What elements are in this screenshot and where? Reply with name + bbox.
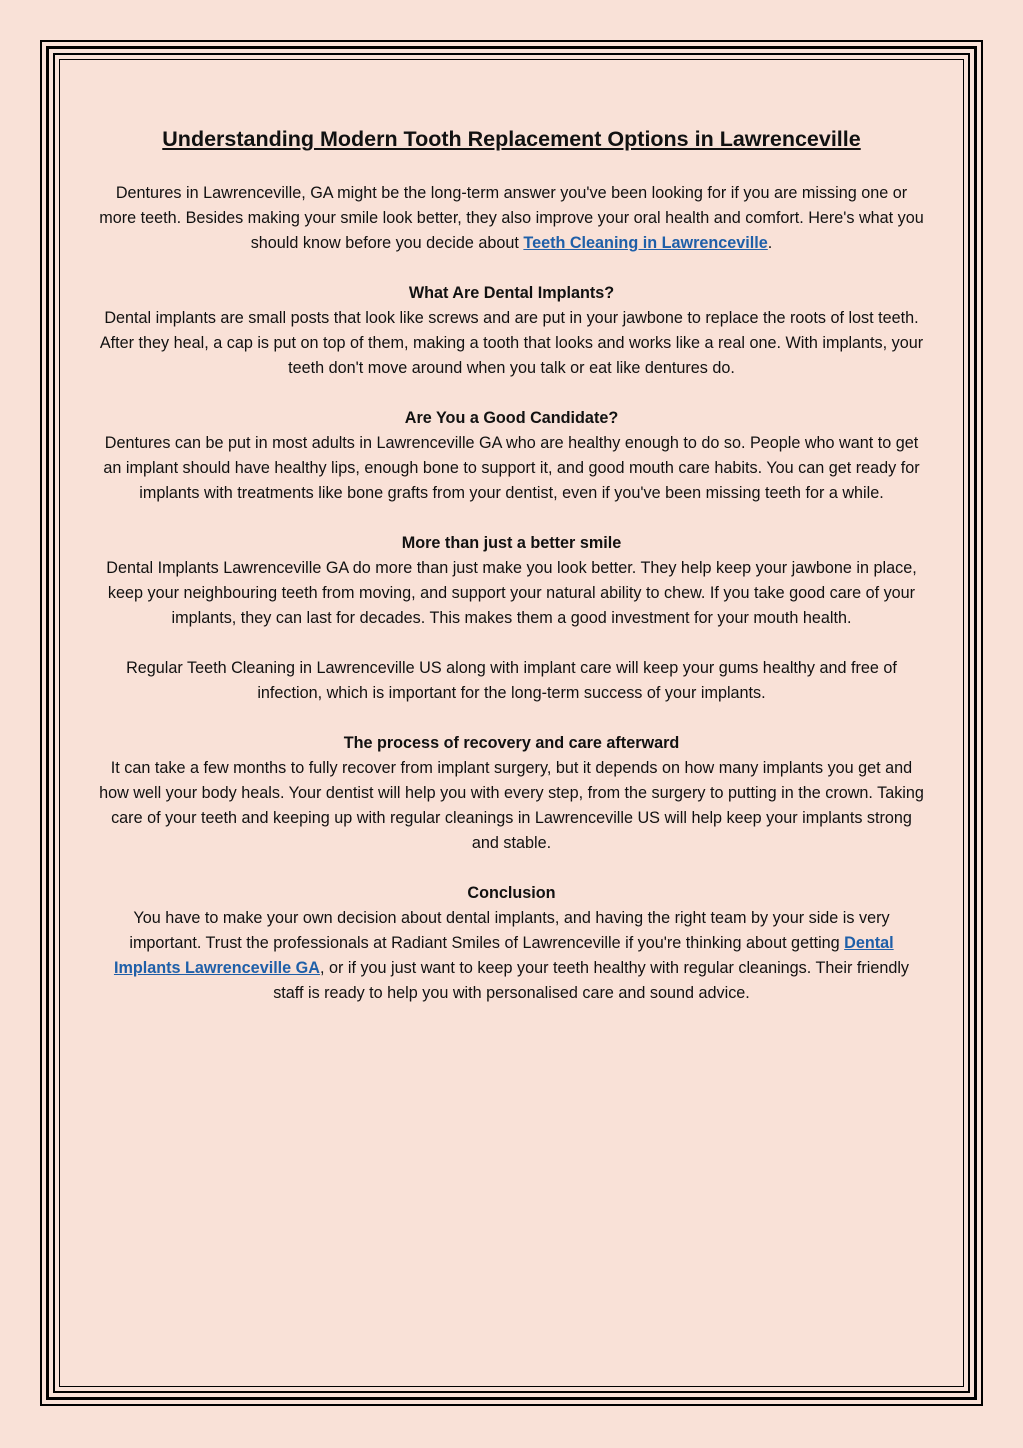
conclusion-body — [98, 906, 925, 1006]
section-heading: The process of recovery and care afterward — [343, 734, 680, 752]
intro-text-end: . — [767, 234, 773, 252]
teeth-cleaning-link[interactable]: Teeth Cleaning in Lawrenceville — [523, 234, 768, 252]
teeth-cleaning-paragraph: Regular Teeth Cleaning in Lawrenceville US along with implant care will keep your gums healthy and free of infection, which is important for the long-term success of your implants. — [126, 659, 897, 702]
document-content — [98, 124, 925, 1031]
intro-paragraph — [98, 181, 925, 256]
section-body: Dental Implants Lawrenceville GA do more than just make you look better. They help keep your jawbone in place, keep your neighbouring teeth from moving, and support your natural ability to chew. If you take good care of your implants, they can last for decades. This makes them a good investment for your mouth health. — [106, 559, 917, 627]
section-heading: Conclusion — [467, 884, 556, 902]
page-title: Understanding Modern Tooth Replacement Options in Lawrenceville — [162, 127, 861, 151]
section-dental-implants — [98, 281, 925, 381]
intro-text: Dentures in Lawrenceville, GA might be the long-term answer you've been looking for if you are missing one or more teeth. Besides making your smile look better, they also improve your oral health and comfort. Here's what you should know before you decide about — [99, 184, 924, 252]
section-body: Dental implants are small posts that look like screws and are put in your jawbone to replace the roots of lost teeth. After they heal, a cap is put on top of them, making a tooth that looks and works like a real one. With implants, your teeth don't move around when you talk or eat like dentures do. — [99, 309, 924, 377]
section-better-smile — [98, 531, 925, 631]
section-body: It can take a few months to fully recover from implant surgery, but it depends on how many implants you get and how well your body heals. Your dentist will help you with every step, from the surgery to putting in the crown. Taking care of your teeth and keeping up with regular cleanings in Lawrenceville US will help keep your implants strong and stable. — [99, 759, 924, 852]
section-body: Dentures can be put in most adults in Lawrenceville GA who are healthy enough to do so. People who want to get an implant should have healthy lips, enough bone to support it, and good mouth care habits. You can get ready for implants with treatments like bone grafts from your dentist, even if you've been missing teeth for a while. — [103, 434, 920, 502]
section-heading: Are You a Good Candidate? — [404, 409, 619, 427]
section-recovery — [98, 731, 925, 856]
conclusion-text-end: , or if you just want to keep your teeth healthy with regular cleanings. Their friendly staff is ready to help you with personalised care and sound advice. — [273, 959, 910, 1002]
dental-implants-link[interactable]: Dental Implants Lawrenceville GA — [113, 934, 894, 977]
section-heading: More than just a better smile — [401, 534, 622, 552]
section-conclusion — [98, 881, 925, 1006]
conclusion-text: You have to make your own decision about dental implants, and having the right team by your side is very important. Trust the professionals at Radiant Smiles of Lawrenceville if you're thinking about getting — [129, 909, 890, 952]
section-good-candidate — [98, 406, 925, 506]
section-heading: What Are Dental Implants? — [408, 284, 615, 302]
